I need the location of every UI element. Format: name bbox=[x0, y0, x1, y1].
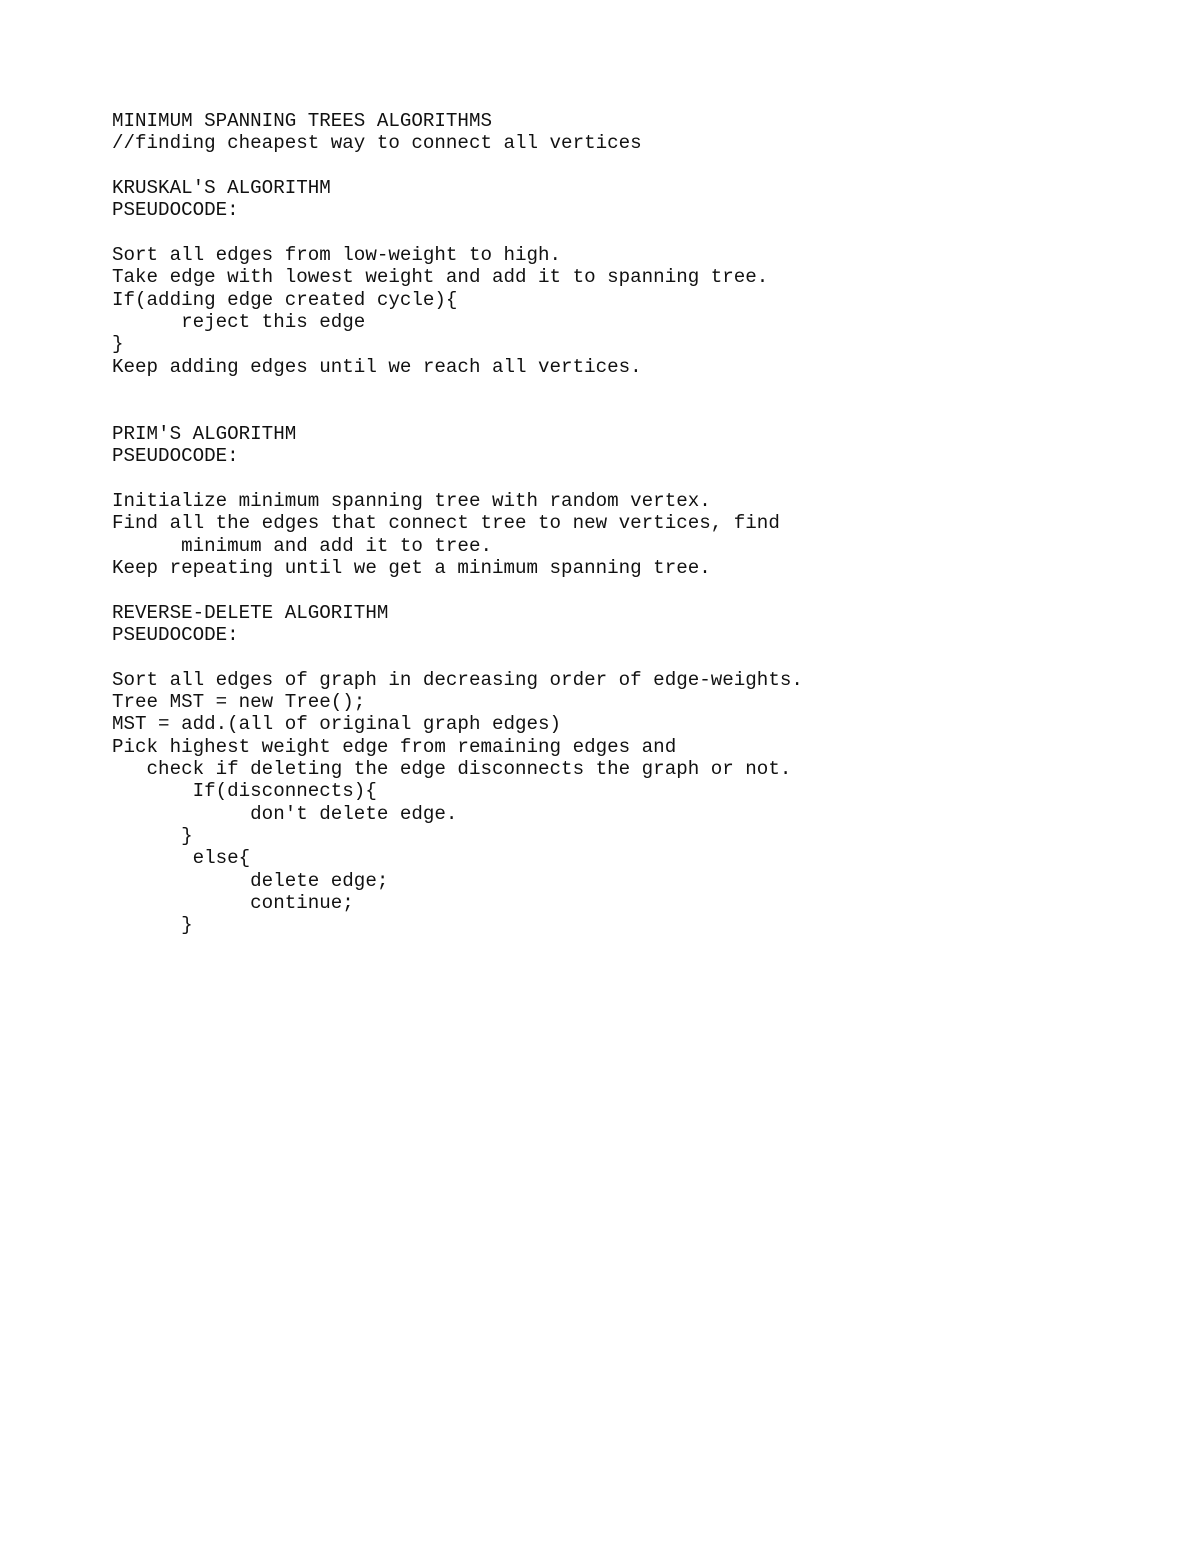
text-line: PSEUDOCODE: bbox=[112, 199, 239, 222]
text-line bbox=[112, 468, 1112, 490]
pseudocode-text bbox=[112, 110, 1112, 937]
text-line: Keep repeating until we get a minimum spanning tree. bbox=[112, 556, 711, 579]
text-line: PSEUDOCODE: bbox=[112, 623, 239, 646]
text-line: MINIMUM SPANNING TREES ALGORITHMS bbox=[112, 110, 492, 132]
text-line: If(disconnects){ bbox=[112, 780, 377, 803]
text-line: continue; bbox=[112, 892, 354, 915]
text-line bbox=[112, 400, 1112, 422]
text-line: Initialize minimum spanning tree with random vertex. bbox=[112, 489, 711, 512]
text-line: reject this edge bbox=[112, 311, 366, 334]
text-line: check if deleting the edge disconnects the graph or not. bbox=[112, 757, 792, 780]
text-line bbox=[112, 222, 1112, 244]
text-line: PSEUDOCODE: bbox=[112, 445, 239, 468]
text-line bbox=[112, 155, 1112, 177]
text-line: Take edge with lowest weight and add it to spanning tree. bbox=[112, 266, 769, 289]
text-line: //finding cheapest way to connect all vertices bbox=[112, 132, 642, 155]
text-line: MST = add.(all of original graph edges) bbox=[112, 713, 562, 736]
text-line bbox=[112, 378, 1112, 400]
text-line: else{ bbox=[112, 847, 251, 870]
text-line: Find all the edges that connect tree to new vertices, find bbox=[112, 512, 780, 535]
text-line: minimum and add it to tree. bbox=[112, 534, 492, 557]
text-line: } bbox=[112, 333, 124, 356]
text-line: Pick highest weight edge from remaining edges and bbox=[112, 735, 677, 758]
text-line bbox=[112, 579, 1112, 601]
text-line: } bbox=[112, 825, 193, 847]
text-line: Tree MST = new Tree(); bbox=[112, 690, 366, 713]
text-line: delete edge; bbox=[112, 869, 389, 892]
text-line: don't delete edge. bbox=[112, 802, 458, 825]
text-line: REVERSE-DELETE ALGORITHM bbox=[112, 601, 389, 624]
text-line: Keep adding edges until we reach all vertices. bbox=[112, 355, 642, 378]
text-line: PRIM'S ALGORITHM bbox=[112, 422, 297, 445]
text-line: Sort all edges of graph in decreasing order of edge-weights. bbox=[112, 668, 803, 691]
text-line bbox=[112, 646, 1112, 668]
text-line: Sort all edges from low-weight to high. bbox=[112, 244, 562, 267]
text-line: If(adding edge created cycle){ bbox=[112, 288, 458, 311]
text-line: } bbox=[112, 914, 193, 937]
text-line: KRUSKAL'S ALGORITHM bbox=[112, 177, 331, 200]
